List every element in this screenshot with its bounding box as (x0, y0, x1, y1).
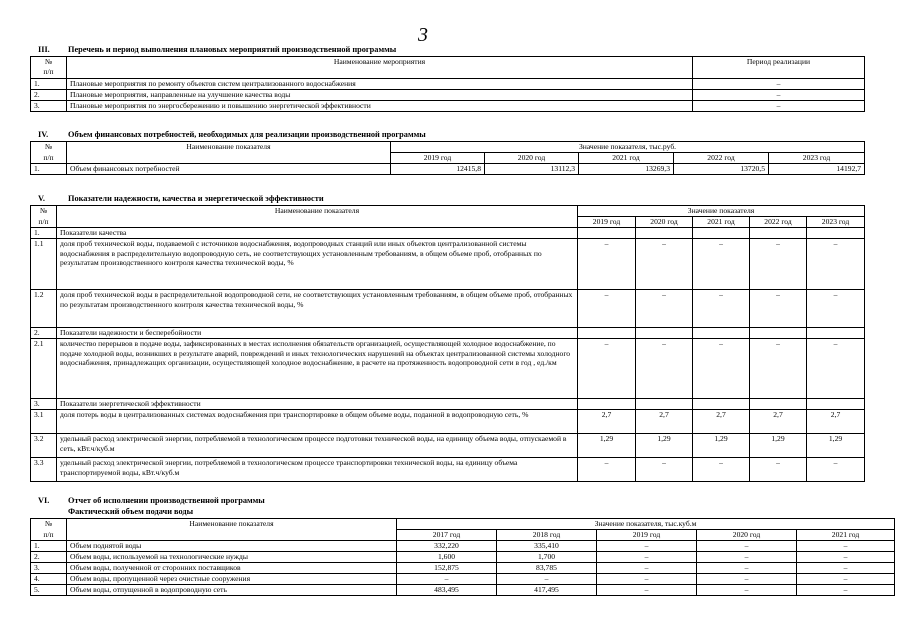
row-period: – (693, 79, 865, 90)
table-row (31, 541, 895, 552)
row-name: Объем воды, полученной от сторонних поставщиков (67, 563, 397, 574)
row-value: – (636, 458, 693, 482)
row-value: 2,7 (693, 410, 750, 434)
row-value: – (797, 541, 895, 552)
table-row (31, 574, 895, 585)
header-year: 2022 год (750, 217, 807, 228)
header-number: № (31, 206, 57, 217)
header-year: 2019 год (578, 217, 636, 228)
table-row (31, 585, 895, 596)
row-value: – (797, 574, 895, 585)
row-number: 1. (31, 164, 67, 175)
row-value: 1,29 (750, 434, 807, 458)
header-year: 2023 год (769, 153, 865, 164)
row-value (807, 328, 865, 339)
page-number: 3 (418, 24, 428, 46)
row-number: 2.1 (31, 339, 57, 399)
header-year: 2021 год (797, 530, 895, 541)
row-value: – (807, 458, 865, 482)
row-value: 332,220 (397, 541, 497, 552)
row-value: – (693, 290, 750, 328)
row-value: – (697, 552, 797, 563)
row-number: 4. (31, 574, 67, 585)
row-value: – (693, 458, 750, 482)
row-value: – (697, 563, 797, 574)
header-name-cont (67, 530, 397, 541)
row-value: 2,7 (578, 410, 636, 434)
row-value (636, 228, 693, 239)
row-number: 1. (31, 228, 57, 239)
row-name: Объем финансовых потребностей (67, 164, 391, 175)
row-name: Объем воды, пропущенной через очистные сооружения (67, 574, 397, 585)
row-name: Показатели энергетической эффективности (57, 399, 578, 410)
section-4-number: IV. (38, 130, 49, 139)
table-row (31, 228, 865, 239)
section-5-heading: Показатели надежности, качества и энергетической эффективности (68, 194, 324, 203)
row-name: удельный расход электрической энергии, потребляемой в технологическом процессе транспортировки технической воды, на единицу объема транспортируемой воды, кВт.ч/куб.м (57, 458, 578, 482)
row-name: доля проб технической воды в распределительной водопроводной сети, не соответствующих установленным требованиям, в общем объеме проб, отобранных по результатам производственного контроля качества технической воды, % (57, 290, 578, 328)
table-row (31, 79, 865, 90)
table-section-3 (30, 56, 865, 112)
row-number: 3. (31, 399, 57, 410)
row-value: 1,29 (578, 434, 636, 458)
row-value: 335,410 (497, 541, 597, 552)
header-year: 2019 год (391, 153, 485, 164)
row-value: 83,785 (497, 563, 597, 574)
header-year: 2022 год (674, 153, 769, 164)
row-value: – (597, 552, 697, 563)
row-value: – (636, 239, 693, 290)
header-number-sub: п/п (31, 530, 67, 541)
row-value: – (693, 239, 750, 290)
row-value: – (578, 239, 636, 290)
header-number-sub: п/п (31, 153, 67, 164)
table-row (31, 164, 865, 175)
table-row (31, 290, 865, 328)
header-year: 2023 год (807, 217, 865, 228)
row-number: 2. (31, 328, 57, 339)
row-value: – (578, 339, 636, 399)
row-value: – (797, 552, 895, 563)
row-value (750, 228, 807, 239)
row-value (636, 399, 693, 410)
row-value: – (597, 541, 697, 552)
row-value: – (797, 585, 895, 596)
row-number: 3. (31, 101, 67, 112)
row-number: 1.2 (31, 290, 57, 328)
row-value: – (750, 339, 807, 399)
header-name: Наименование показателя (67, 519, 397, 530)
row-period: – (693, 101, 865, 112)
row-value: 1,29 (636, 434, 693, 458)
table-row (31, 90, 865, 101)
row-value: – (597, 585, 697, 596)
row-value: 13269,3 (579, 164, 674, 175)
row-value: – (697, 585, 797, 596)
header-number: № (31, 142, 67, 153)
table-row (31, 458, 865, 482)
section-6-title (38, 496, 265, 505)
row-name: количество перерывов в подаче воды, зафиксированных в местах исполнения обязательств организацией, осуществляющей холодное водоснабжение, по подаче холодной воды, возникших в результате аварий, повреждений и иных технологических нарушений на объектах централизованной системы холодного водоснабжения, принадлежащих организации, осуществляющей холодное водоснабжение, в расчете на протяженность водопроводной сети в год , ед./км (57, 339, 578, 399)
row-value: 1,29 (807, 434, 865, 458)
table-section-5 (30, 205, 865, 482)
row-value: 1,29 (693, 434, 750, 458)
row-value: – (597, 574, 697, 585)
header-year: 2018 год (497, 530, 597, 541)
row-name: Плановые мероприятия по ремонту объектов систем централизованного водоснабжения (67, 79, 693, 90)
table-row (31, 552, 895, 563)
row-value (693, 399, 750, 410)
row-value: – (807, 290, 865, 328)
row-name: Показатели надежности и бесперебойности (57, 328, 578, 339)
header-year: 2021 год (579, 153, 674, 164)
table-row (31, 563, 895, 574)
row-number: 5. (31, 585, 67, 596)
row-number: 3.1 (31, 410, 57, 434)
row-number: 3.2 (31, 434, 57, 458)
section-6-subtitle: Фактический объем подачи воды (68, 507, 194, 516)
section-3-title (38, 45, 396, 54)
row-value: 2,7 (636, 410, 693, 434)
section-6-number: VI. (38, 496, 50, 505)
table-row (31, 239, 865, 290)
section-4-title (38, 130, 426, 139)
header-value: Значение показателя (578, 206, 865, 217)
header-year: 2021 год (693, 217, 750, 228)
row-value: – (807, 239, 865, 290)
row-name: удельный расход электрической энергии, потребляемой в технологическом процессе подготовки технической воды, на единицу объема воды, отпускаемой в сеть, кВт.ч/куб.м (57, 434, 578, 458)
header-name: Наименование показателя (67, 142, 391, 153)
table-row (31, 339, 865, 399)
table-row (31, 101, 865, 112)
row-name: Объем воды, используемой на технологические нужды (67, 552, 397, 563)
row-value (693, 328, 750, 339)
row-value: 483,495 (397, 585, 497, 596)
row-value: – (750, 239, 807, 290)
row-value (578, 328, 636, 339)
row-number: 1. (31, 79, 67, 90)
row-value (636, 328, 693, 339)
row-value: 13112,3 (485, 164, 579, 175)
row-number: 1.1 (31, 239, 57, 290)
header-year: 2017 год (397, 530, 497, 541)
header-number: № п/п (31, 57, 67, 79)
row-value (578, 228, 636, 239)
row-value (750, 328, 807, 339)
row-name: Плановые мероприятия, направленные на улучшение качества воды (67, 90, 693, 101)
section-4-heading: Объем финансовых потребностей, необходимых для реализации производственной программы (68, 130, 426, 139)
row-name: Плановые мероприятия по энергосбережению и повышению энергетической эффективности (67, 101, 693, 112)
row-name: Показатели качества (57, 228, 578, 239)
section-5-title (38, 194, 324, 203)
header-value: Значение показателя, тыс.руб. (391, 142, 865, 153)
header-value: Значение показателя, тыс.куб.м (397, 519, 895, 530)
row-number: 3.3 (31, 458, 57, 482)
table-row (31, 434, 865, 458)
table-row (31, 410, 865, 434)
header-name-cont (67, 153, 391, 164)
row-value: 14192,7 (769, 164, 865, 175)
table-section-4 (30, 141, 865, 175)
row-value: – (597, 563, 697, 574)
table-row (31, 399, 865, 410)
row-value (693, 228, 750, 239)
row-name: доля потерь воды в централизованных системах водоснабжения при транспортировке в общем объеме воды, поданной в водопроводную сеть, % (57, 410, 578, 434)
row-value: – (636, 339, 693, 399)
section-3-number: III. (38, 45, 50, 54)
header-year: 2020 год (697, 530, 797, 541)
row-value (578, 399, 636, 410)
table-section-6 (30, 518, 895, 596)
row-value: – (636, 290, 693, 328)
row-value: – (750, 458, 807, 482)
row-value (750, 399, 807, 410)
row-value: – (578, 290, 636, 328)
row-value (807, 399, 865, 410)
header-year: 2019 год (597, 530, 697, 541)
header-period: Период реализации (693, 57, 865, 79)
row-number: 2. (31, 552, 67, 563)
row-number: 2. (31, 90, 67, 101)
header-name: Наименование показателя (57, 206, 578, 217)
section-3-heading: Перечень и период выполнения плановых мероприятий производственной программы (68, 45, 397, 54)
header-number-sub: п/п (31, 217, 57, 228)
header-year: 2020 год (485, 153, 579, 164)
row-value: 13720,5 (674, 164, 769, 175)
row-value: – (497, 574, 597, 585)
row-name: доля проб технической воды, подаваемой с источников водоснабжения, водопроводных станций или иных объектов централизованной системы водоснабжения в распределительную водопроводную сеть, не соответствующих установленным требованиям, в общем объеме проб, отобранных по результатам производственного контроля качества технической воды, % (57, 239, 578, 290)
row-number: 1. (31, 541, 67, 552)
row-value: 2,7 (750, 410, 807, 434)
header-name-cont (57, 217, 578, 228)
row-value: – (697, 574, 797, 585)
row-period: – (693, 90, 865, 101)
header-number: № (31, 519, 67, 530)
row-value: 2,7 (807, 410, 865, 434)
row-value: 152,875 (397, 563, 497, 574)
row-value: 417,495 (497, 585, 597, 596)
row-value: – (797, 563, 895, 574)
row-value (807, 228, 865, 239)
row-value: – (697, 541, 797, 552)
section-6-heading: Отчет об исполнении производственной программы (68, 496, 265, 505)
row-number: 3. (31, 563, 67, 574)
row-value: 12415,8 (391, 164, 485, 175)
row-value: – (750, 290, 807, 328)
row-value: – (693, 339, 750, 399)
header-name: Наименование мероприятия (67, 57, 693, 79)
row-value: – (578, 458, 636, 482)
row-name: Объем поднятой воды (67, 541, 397, 552)
header-year: 2020 год (636, 217, 693, 228)
section-5-number: V. (38, 194, 45, 203)
table-row (31, 328, 865, 339)
row-value: – (397, 574, 497, 585)
row-value: 1,700 (497, 552, 597, 563)
row-value: 1,600 (397, 552, 497, 563)
row-value: – (807, 339, 865, 399)
row-name: Объем воды, отпущенной в водопроводную сеть (67, 585, 397, 596)
